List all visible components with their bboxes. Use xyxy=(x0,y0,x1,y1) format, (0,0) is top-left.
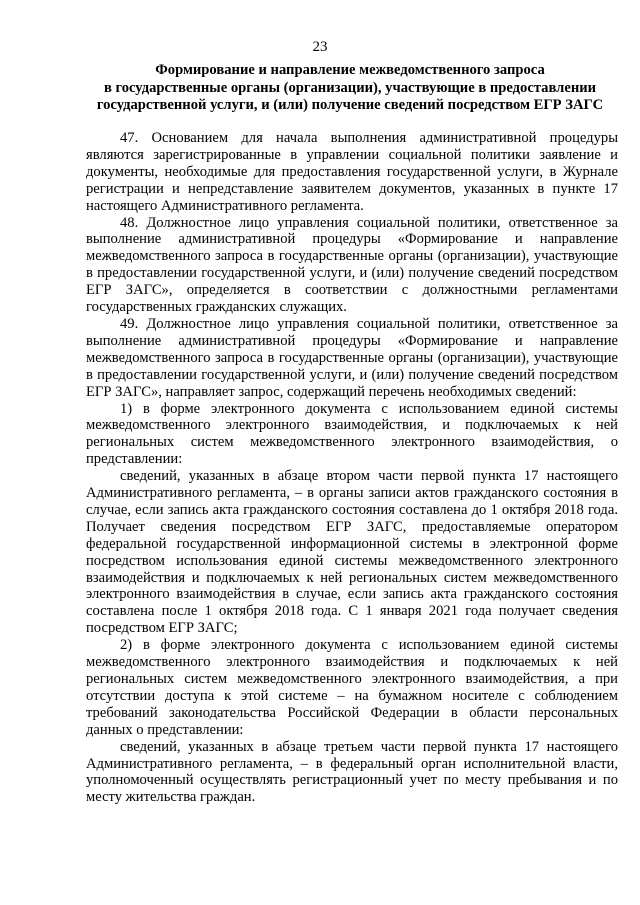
list-item-1: 1) в форме электронного документа с использованием единой системы межведомственного электронного взаимодействия, и подключаемых к ней региональных систем межведомственного электронного взаимодействия, о представлении: xyxy=(86,400,618,468)
section-heading-line: государственной услуги, и (или) получение сведений посредством ЕГР ЗАГС xyxy=(96,97,604,113)
section-heading-line: в государственные органы (организации), участвующие в предоставлении xyxy=(103,79,597,96)
paragraph-49: 49. Должностное лицо управления социальной политики, ответственное за выполнение административной процедуры «Формирование и направление межведомственного запроса в государственные органы (организации), участвующие в предоставлении государственной услуги, и (или) получение сведений посредством ЕГР ЗАГС», направляет запрос, содержащий перечень необходимых сведений: xyxy=(86,315,618,400)
section-heading xyxy=(82,62,618,115)
paragraph-47: 47. Основанием для начала выполнения административной процедуры являются зарегистрированные в управлении социальной политики заявление и документы, необходимые для предоставления государственной услуги, в Журнале регистрации и непредставление заявителем документов, указанных в пункте 17 настоящего Административного регламента. xyxy=(86,130,618,214)
list-item-2-detail: сведений, указанных в абзаце третьем части первой пункта 17 настоящего Административного регламента, – в федеральный орган исполнительной власти, уполномоченный осуществлять регистрационный учет по месту пребывания и по месту жительства граждан. xyxy=(86,738,618,806)
list-item-2: 2) в форме электронного документа с использованием единой системы межведомственного электронного взаимодействия и подключаемых к ней региональных систем межведомственного электронного взаимодействия, а при отсутствии доступа к этой системе – на бумажном носителе с соблюдением требований законодательства Российской Федерации в области персональных данных о представлении: xyxy=(86,637,618,738)
list-item-1-detail: сведений, указанных в абзаце втором части первой пункта 17 настоящего Административного регламента, – в органы записи актов гражданского состояния в случае, если запись акта гражданского состояния составлена до 1 октября 2018 года. Получает сведения посредством ЕГР ЗАГС, предоставляемые оператором федеральной государственной информационной системы в электронной форме посредством использования единой системы межведомственного электронного взаимодействия и подключаемых к ней региональных систем межведомственного электронного взаимодействия в случае, если запись акта гражданского состояния составлена после 1 октября 2018 года. С 1 января 2021 года получает сведения посредством ЕГР ЗАГС; xyxy=(86,468,618,637)
body-text xyxy=(86,130,618,806)
section-heading-line: Формирование и направление межведомственного запроса xyxy=(155,62,545,78)
page-number: 23 xyxy=(312,39,328,55)
paragraph-48: 48. Должностное лицо управления социальной политики, ответственное за выполнение административной процедуры «Формирование и направление межведомственного запроса в государственные органы (организации), участвующие в предоставлении государственной услуги, и (или) получение сведений посредством ЕГР ЗАГС», определяется в соответствии с должностными регламентами государственных гражданских служащих. xyxy=(86,214,618,316)
